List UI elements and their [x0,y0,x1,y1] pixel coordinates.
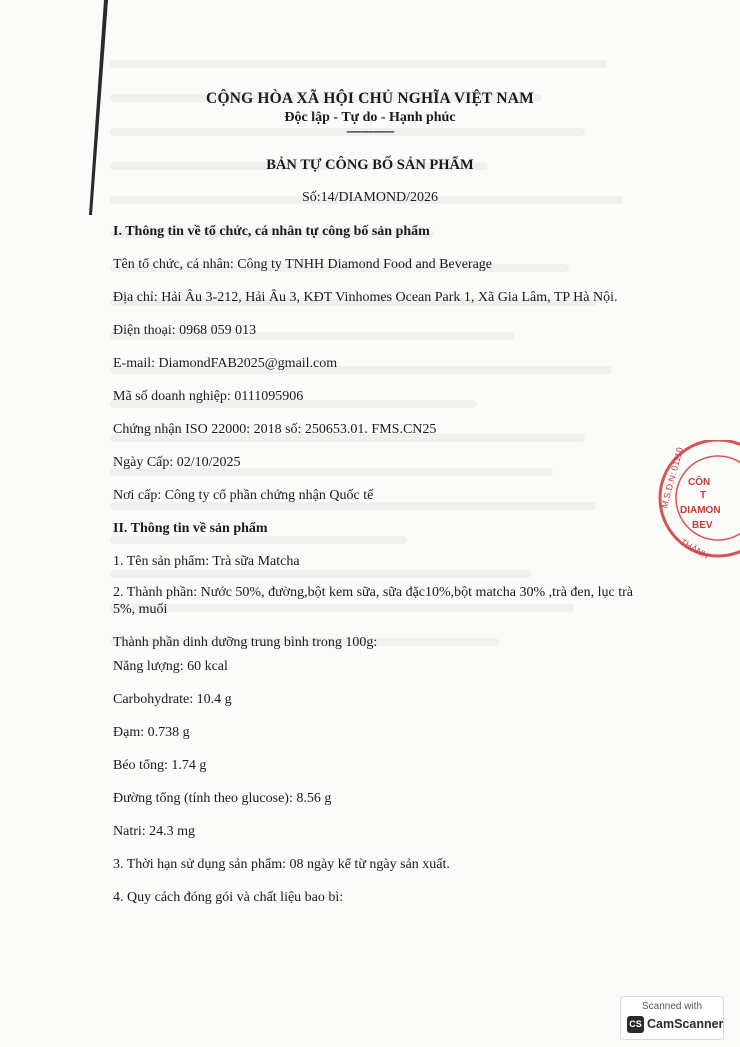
issue-date: Ngày Cấp: 02/10/2025 [113,455,241,470]
section-1-heading: I. Thông tin về tổ chức, cá nhân tự công bố sản phẩm [113,224,430,239]
company-seal-graphic [650,440,740,580]
seal-text-2: T [700,490,707,501]
nutrition-heading: Thành phần dinh dưỡng trung bình trong 100g: [113,635,378,650]
product-name: 1. Tên sản phẩm: Trà sữa Matcha [113,554,300,569]
company-seal [650,440,740,580]
packaging: 4. Quy cách đóng gói và chất liệu bao bì: [113,890,344,905]
watermark-scanned-text: Scanned with [641,1001,703,1012]
address: Địa chỉ: Hải Âu 3-212, Hải Âu 3, KĐT Vinhomes Ocean Park 1, Xã Gia Lâm, TP Hà Nội. [113,290,618,305]
seal-ring-bottom-text: THÀNH [678,536,711,561]
header-divider: ------------- [346,124,394,139]
nutrition-carbohydrate: Carbohydrate: 10.4 g [113,692,232,707]
country-name: CỘNG HÒA XÃ HỘI CHỦ NGHĨA VIỆT NAM [206,90,534,107]
nutrition-protein: Đạm: 0.738 g [113,725,190,740]
seal-text-3: DIAMON [680,505,721,516]
shelf-life: 3. Thời hạn sử dụng sản phẩm: 08 ngày kể từ ngày sản xuất. [113,857,450,872]
nutrition-sodium: Natri: 24.3 mg [113,824,196,839]
document-number: Số:14/DIAMOND/2026 [301,190,439,205]
ingredients: 2. Thành phần: Nước 50%, đường,bột kem sữa, sữa đặc10%,bột matcha 30% ,trà đen, lục trà 5%, muối [113,585,633,617]
section-2-heading: II. Thông tin về sản phẩm [113,521,268,536]
document-title: BẢN TỰ CÔNG BỐ SẢN PHẨM [266,157,474,173]
watermark-app-name: CamScanner [647,1017,724,1031]
seal-text-1: CÔN [688,477,711,488]
watermark-brand-row [627,1015,723,1033]
iso-certificate: Chứng nhận ISO 22000: 2018 số: 250653.01. FMS.CN25 [113,422,437,437]
phone: Điện thoại: 0968 059 013 [113,323,257,338]
seal-ring-text: M.S.D.N: 01110 [659,446,685,510]
org-name: Tên tổ chức, cá nhân: Công ty TNHH Diamond Food and Beverage [113,257,493,272]
camscanner-watermark [620,996,724,1040]
nutrition-fat: Béo tổng: 1.74 g [113,758,207,773]
seal-text-4: BEV [692,520,713,531]
email: E-mail: DiamondFAB2025@gmail.com [113,356,338,371]
issuer: Nơi cấp: Công ty cổ phần chứng nhận Quốc tế [113,488,374,503]
tax-code: Mã số doanh nghiệp: 0111095906 [113,389,304,404]
nutrition-energy: Năng lượng: 60 kcal [113,659,228,674]
camscanner-logo-icon: CS [627,1016,644,1033]
nutrition-sugar: Đường tổng (tính theo glucose): 8.56 g [113,791,332,806]
motto: Độc lập - Tự do - Hạnh phúc [284,110,456,125]
